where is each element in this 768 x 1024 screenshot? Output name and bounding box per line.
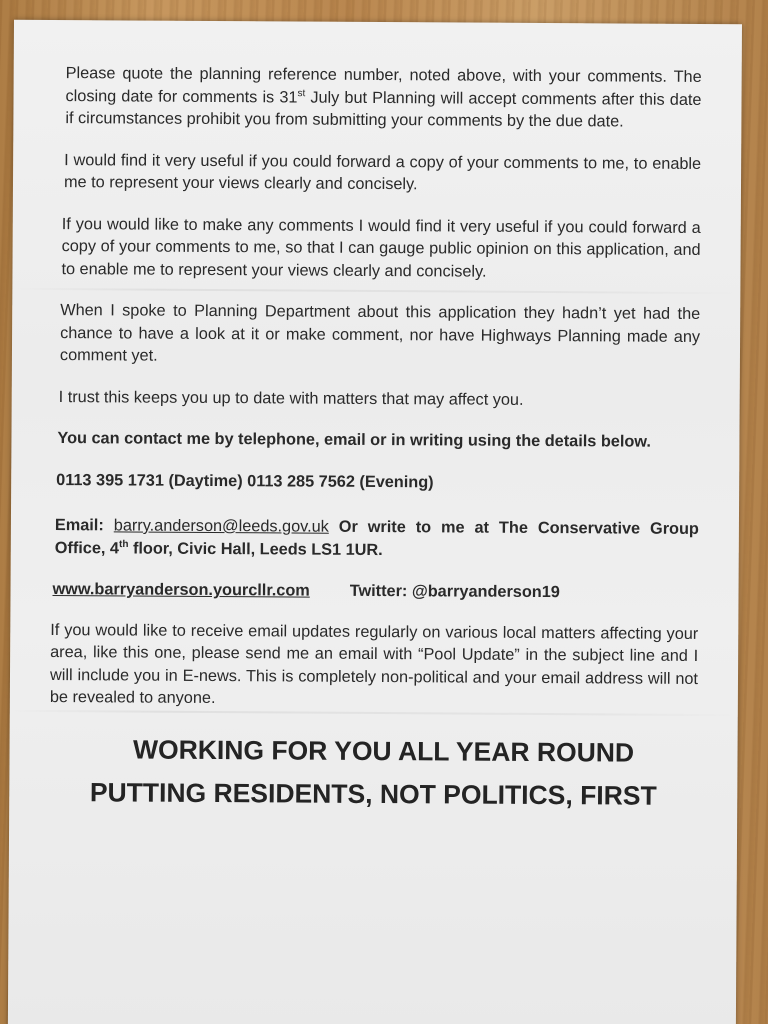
web-contact-row [50,578,698,604]
paragraph-text: July but Planning will accept comments after this date if circumstances prohibit you from submitting your comments by the due date. [65,88,702,131]
contact-intro: You can contact me by telephone, email or in writing using the details below. [57,429,651,451]
twitter-handle: Twitter: @barryanderson19 [349,581,560,602]
paragraph-planning-reference [53,62,701,133]
paragraph-up-to-date: I trust this keeps you up to date with matters that may affect you. [58,387,524,409]
postal-address: Or write to me at The Conservative Group Office, 4 [54,517,699,557]
email-link[interactable]: barry.anderson@leeds.gov.uk [113,516,329,536]
slogan-residents-first: PUTTING RESIDENTS, NOT POLITICS, FIRST [89,776,657,811]
email-address-block [51,514,699,563]
postal-address: floor, Civic Hall, Leeds LS1 1UR. [128,538,383,559]
paragraph-email-updates: If you would like to receive email updates regularly on various local matters affecting your area, like this one, please send me an email with “Pool Update” in the subject line and I will include you in E-news. This is completely non-political and your email address will not be revealed to anyone. [49,620,699,708]
ordinal-suffix: th [119,538,129,550]
letter-page [8,20,742,1024]
letter-body [49,62,702,815]
website-link[interactable]: www.barryanderson.yourcllr.com [52,580,310,600]
ordinal-suffix: st [297,87,306,99]
paragraph-make-comments: If you would like to make any comments I would find it very useful if you could forward a copy of your comments to me, so that I can gauge public opinion on this application, and to enable me to represent your views clearly and concisely. [61,214,701,281]
paragraph-text: Please quote the planning reference number, noted above, with your comments. The closing date for comments is 31 [65,64,702,107]
paragraph-forward-copy: I would find it very useful if you could forward a copy of your comments to me, to enable me to represent your views clearly and concisely. [63,150,702,194]
phone-numbers: 0113 395 1731 (Daytime) 0113 285 7562 (Evening) [56,470,434,491]
paragraph-planning-department: When I spoke to Planning Department about this application they hadn’t yet had the chance to have a look at it or make comment, nor have Highways Planning made any comment yet. [59,301,701,365]
email-label: Email: [54,516,104,535]
slogan-working-for-you: WORKING FOR YOU ALL YEAR ROUND [132,734,635,768]
